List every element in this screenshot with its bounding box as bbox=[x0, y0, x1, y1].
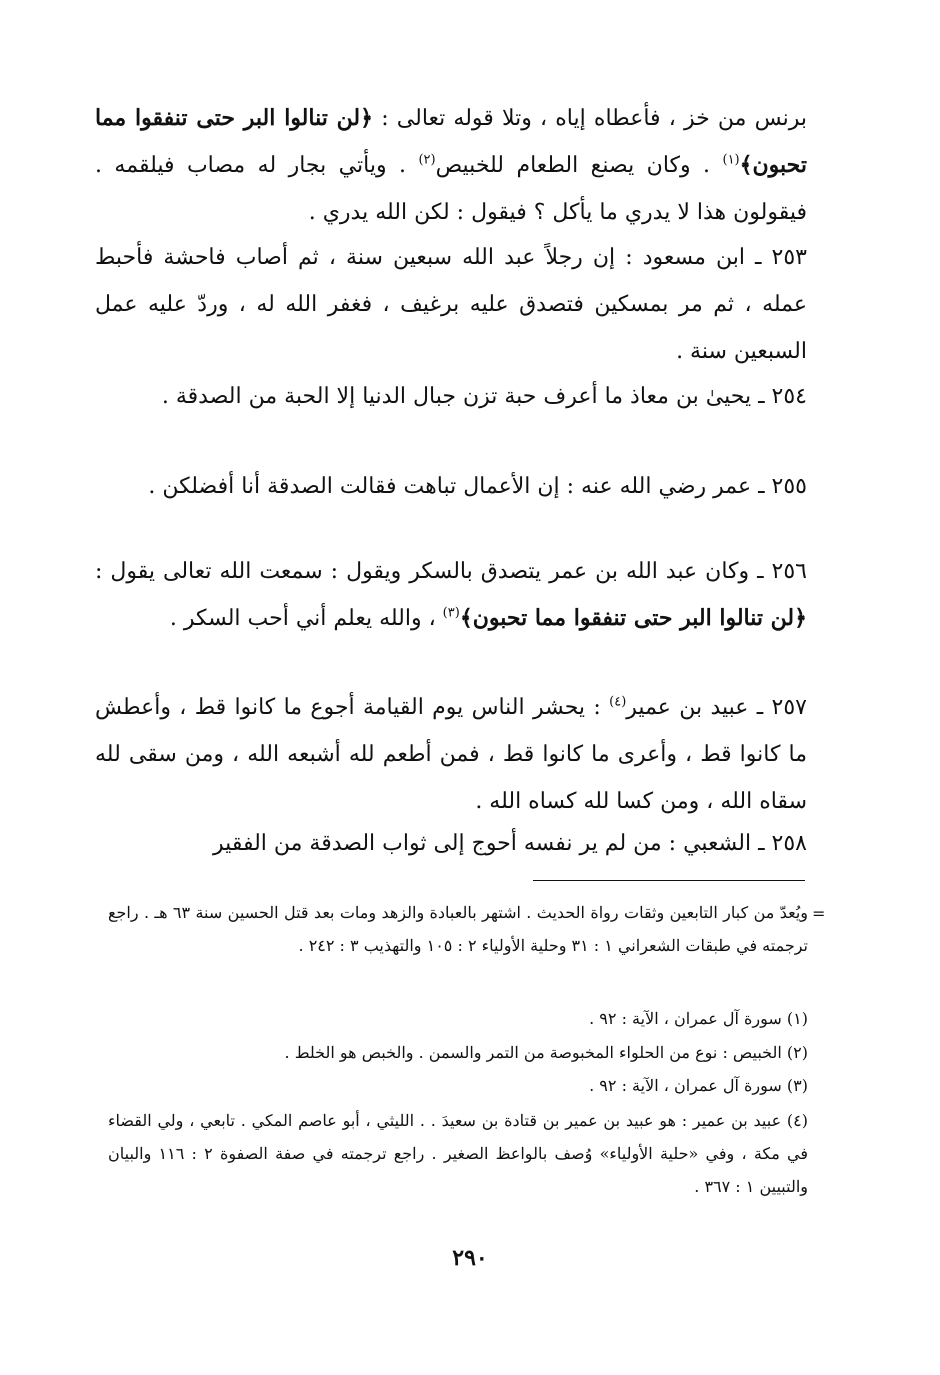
text-run: . ويأتي بجار له مصاب فيلقمه . فيقولون هذا لا يدري ما يأكل ؟ فيقول : لكن الله يدري . bbox=[95, 153, 807, 225]
footnote-ref: (٤) bbox=[609, 694, 627, 710]
text-run: ، والله يعلم أني أحب السكر . bbox=[169, 606, 443, 631]
page-number: ٢٩٠ bbox=[452, 1245, 488, 1271]
quran-verse: ﴿لن تنالوا البر حتى تنفقوا مما تحبون﴾ bbox=[95, 105, 807, 178]
text-run: برنس من خز ، فأعطاه إياه ، وتلا قوله تعالى : bbox=[373, 106, 808, 131]
continuation-mark: = bbox=[812, 904, 826, 923]
paragraph-text: ٢٥٤ ـ يحيىٰ بن معاذ ما أعرف حبة تزن جبال الدنيا إلا الحبة من الصدقة . bbox=[161, 384, 807, 409]
footnote-ref: (١) bbox=[722, 152, 740, 168]
text-run: . وكان يصنع الطعام للخبيص bbox=[435, 153, 723, 178]
footnote-1: (١) سورة آل عمران ، الآية : ٩٢ . bbox=[589, 1009, 808, 1028]
paragraph-257 bbox=[95, 684, 807, 825]
paragraph-255 bbox=[95, 463, 807, 510]
text-run: : يحشر الناس يوم القيامة أجوع ما كانوا قط ، وأعطش ما كانوا قط ، وأعرى ما كانوا قط ، فمن أطعم لله أشبعه الله ، ومن سقى لله سقاه الله ، ومن كسا لله كساه الله . bbox=[95, 695, 807, 814]
paragraph-253 bbox=[95, 234, 807, 375]
footnote-separator bbox=[533, 880, 805, 881]
paragraph-text: ٢٥٥ ـ عمر رضي الله عنه : إن الأعمال تباهت فقالت الصدقة أنا أفضلكن . bbox=[148, 474, 807, 499]
paragraph-text: ٢٥٨ ـ الشعبي : من لم ير نفسه أحوج إلى ثواب الصدقة من الفقير bbox=[213, 831, 807, 856]
text-run: ٢٥٦ ـ وكان عبد الله بن عمر يتصدق بالسكر ويقول : سمعت الله تعالى يقول : bbox=[95, 559, 807, 584]
footnote-ref: (٢) bbox=[418, 152, 436, 168]
footnote-4: (٤) عبيد بن عمير : هو عبيد بن عمير بن قتادة بن سعيدَ . . الليثي ، أبو عاصم المكي . تابعي ، ولي القضاء في مكة ، وفي «حلية الأولياء» وُصف بالواعظ الصغير . راجع ترجمته في صفة الصفوة ٢ : ١١٦ والبيان والتبيين ١ : ٣٦٧ . bbox=[108, 1111, 809, 1196]
footnote-ref: (٣) bbox=[442, 605, 460, 621]
footnote-2: (٢) الخبيص : نوع من الحلواء المخبوصة من التمر والسمن . والخبص هو الخلط . bbox=[284, 1043, 808, 1062]
paragraph-256 bbox=[95, 548, 807, 642]
text-run: ٢٥٧ ـ عبيد بن عمير bbox=[626, 695, 807, 720]
paragraph-continuation bbox=[95, 95, 807, 236]
footnote-continuation: ويُعدّ من كبار التابعين وثقات رواة الحديث . اشتهر بالعبادة والزهد ومات بعد قتل الحسين سنة ٦٣ هـ . راجع ترجمته في طبقات الشعراني ١ : ٣١ وحلية الأولياء ٢ : ١٠٥ والتهذيب ٣ : ٢٤٢ . bbox=[108, 903, 809, 955]
paragraph-258 bbox=[95, 820, 807, 867]
paragraph-254 bbox=[95, 373, 807, 420]
quran-verse: ﴿لن تنالوا البر حتى تنفقوا مما تحبون﴾ bbox=[459, 605, 807, 631]
footnote-3: (٣) سورة آل عمران ، الآية : ٩٢ . bbox=[589, 1076, 808, 1095]
paragraph-text: ٢٥٣ ـ ابن مسعود : إن رجلاً عبد الله سبعين سنة ، ثم أصاب فاحشة فأحبط عمله ، ثم مر بمسكين فتصدق عليه برغيف ، فغفر الله له ، وردّ عليه عمل السبعين سنة . bbox=[95, 245, 807, 364]
